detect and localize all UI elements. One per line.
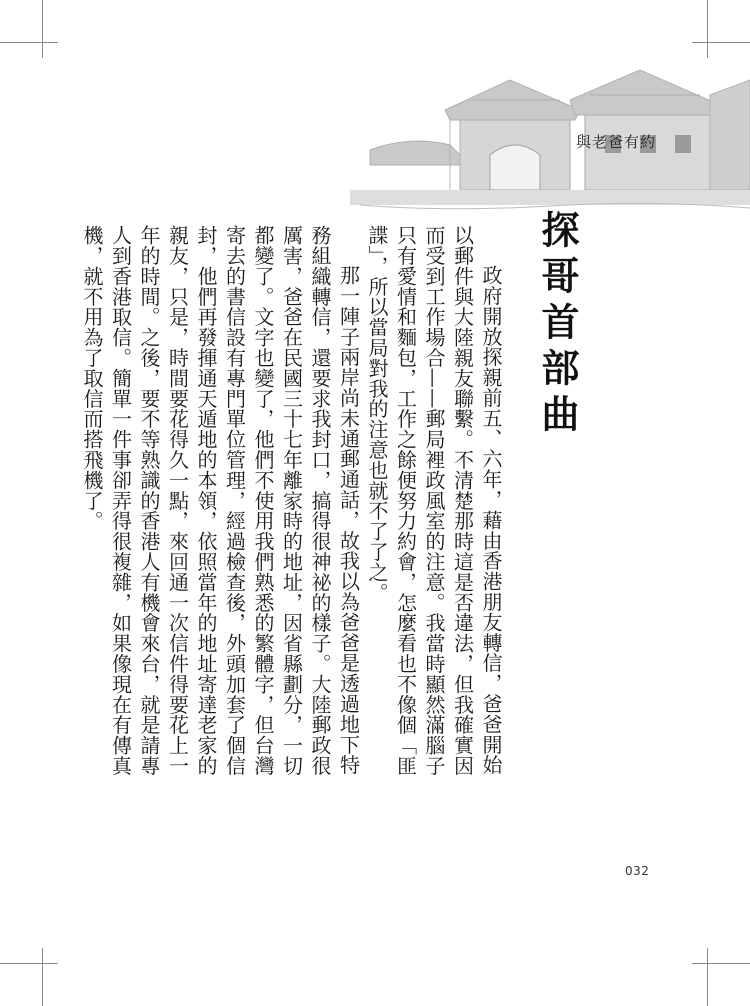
paragraph: 政府開放探親前五、六年，藉由香港朋友轉信，爸爸開始以郵件與大陸親友聯繫。不清楚那時這是否違法，但我確實因而受到工作場合——郵局裡政風室的注意。我當時顯然滿腦子只有愛情和麵包，工作之餘便努力約會，怎麼看也不像個「匪諜」，所以當局對我的注意也就不了了之。 [365, 225, 503, 776]
crop-mark-bl-h [0, 963, 58, 964]
crop-mark-br-h [692, 963, 750, 964]
body-text [80, 225, 505, 785]
crop-mark-bl-v [42, 948, 43, 1006]
running-head: 與老爸有約 [576, 133, 657, 151]
chapter-title: 探哥首部曲 [535, 210, 579, 440]
crop-mark-br-v [707, 948, 708, 1006]
paragraph: 那一陣子兩岸尚未通郵通話，故我以為爸爸是透過地下特務組織轉信，還要求我封口，搞得很神祕的樣子。大陸郵政很厲害，爸爸在民國三十七年離家時的地址，因省縣劃分，一切都變了。文字也變了，他們不使用我們熟悉的繁體字，但台灣寄去的書信設有專門單位管理，經過檢查後，外頭加套了個信封，他們再發揮通天遁地的本領，依照當年的地址寄達老家的親友，只是，時間要花得久一點，來回通一次信件得要花上一年的時間。之後，要不等熟識的香港人有機會來台，就是請專人到香港取信。簡單一件事卻弄得很複雜，如果像現在有傳真機，就不用為了取信而搭飛機了。 [80, 225, 361, 776]
crop-mark-tl-h [0, 42, 58, 43]
page-number: 032 [625, 864, 650, 878]
crop-mark-tl-v [42, 0, 43, 58]
village-sketch-illustration [350, 40, 750, 220]
